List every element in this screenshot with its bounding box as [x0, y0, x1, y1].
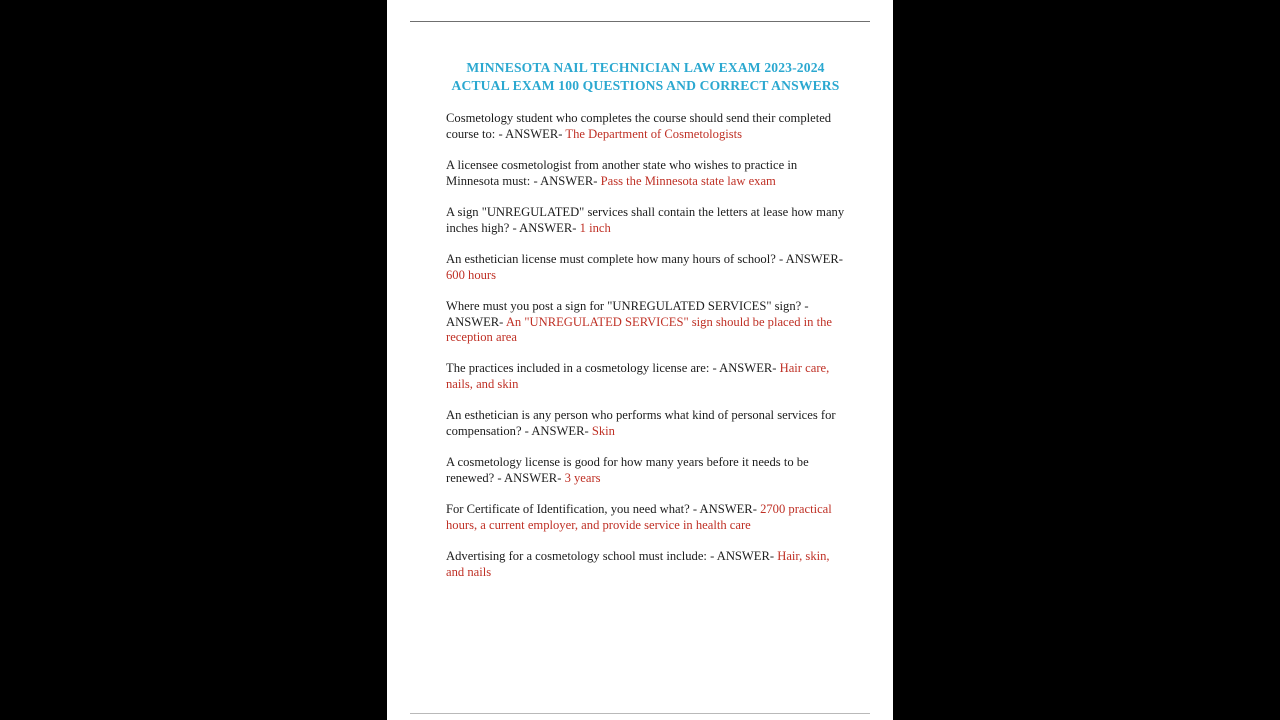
qa-list: [446, 111, 845, 580]
answer-text: Pass the Minnesota state law exam: [600, 173, 776, 188]
page-title: MINNESOTA NAIL TECHNICIAN LAW EXAM 2023-2024 ACTUAL EXAM 100 QUESTIONS AND CORRECT ANSWERS: [451, 60, 840, 93]
question-text: Where must you post a sign for "UNREGULATED SERVICES" sign? - ANSWER-: [446, 298, 809, 329]
answer-text: 1 inch: [579, 220, 611, 235]
answer-text: The Department of Cosmetologists: [565, 126, 743, 141]
qa-item: [446, 205, 845, 236]
qa-item: [446, 252, 845, 283]
answer-text: 600 hours: [446, 267, 497, 282]
document-content: [446, 59, 845, 580]
question-text: An esthetician is any person who performs what kind of personal services for compensation? - ANSWER-: [446, 408, 836, 439]
answer-text: 2700 practical hours, a current employer, and provide service in health care: [446, 502, 832, 532]
qa-item: [446, 455, 845, 486]
question-text: A sign "UNREGULATED" services shall contain the letters at lease how many inches high? - ANSWER-: [446, 205, 845, 235]
document-page: [387, 0, 893, 720]
question-text: Cosmetology student who completes the course should send their completed course to: - ANSWER-: [446, 111, 832, 141]
qa-item: [446, 502, 845, 533]
answer-text: Hair, skin, and nails: [446, 549, 830, 579]
question-text: A licensee cosmetologist from another state who wishes to practice in Minnesota must: - ANSWER-: [446, 158, 798, 188]
header-rule: [410, 21, 870, 22]
question-text: For Certificate of Identification, you need what? - ANSWER-: [446, 502, 761, 517]
question-text: The practices included in a cosmetology license are: - ANSWER-: [446, 361, 780, 376]
answer-text: An "UNREGULATED SERVICES" sign should be placed in the reception area: [446, 314, 833, 345]
answer-text: 3 years: [564, 470, 601, 485]
qa-item: [446, 361, 845, 392]
answer-text: Hair care, nails, and skin: [446, 361, 830, 392]
answer-text: Skin: [591, 424, 615, 439]
qa-item: [446, 299, 845, 346]
qa-item: [446, 111, 845, 142]
qa-item: [446, 158, 845, 189]
question-text: Advertising for a cosmetology school must include: - ANSWER-: [446, 549, 778, 564]
footer-rule: [410, 713, 870, 714]
qa-item: [446, 408, 845, 439]
question-text: An esthetician license must complete how many hours of school? - ANSWER-: [446, 251, 843, 266]
question-text: A cosmetology license is good for how many years before it needs to be renewed? - ANSWER-: [446, 455, 809, 485]
qa-item: [446, 549, 845, 580]
